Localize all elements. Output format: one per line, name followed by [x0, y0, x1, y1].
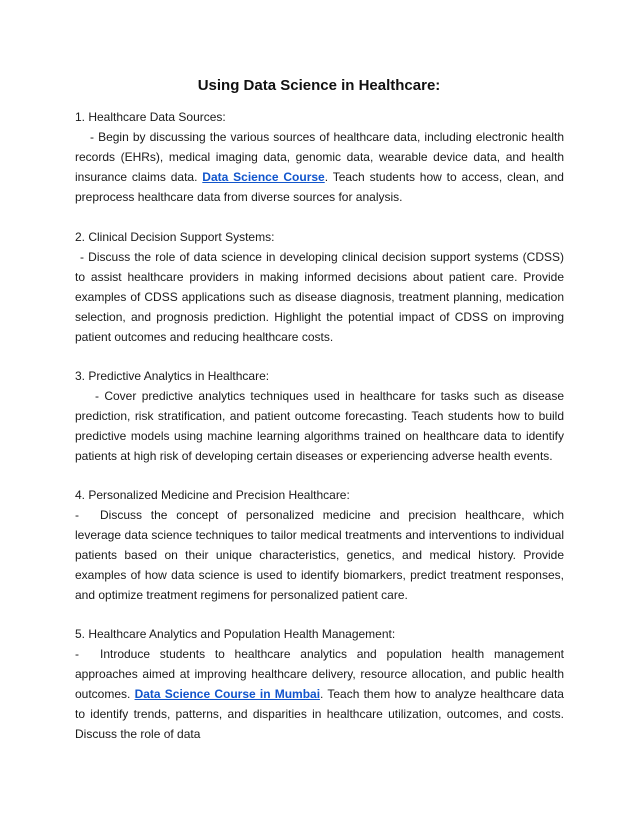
data-science-course-mumbai-link[interactable]: Data Science Course in Mumbai	[134, 687, 321, 701]
data-science-course-link[interactable]: Data Science Course	[202, 170, 325, 184]
section-heading: 1. Healthcare Data Sources:	[75, 110, 226, 124]
section-clinical-decision-support	[75, 228, 564, 347]
section-healthcare-data-sources	[75, 108, 564, 207]
section-healthcare-analytics	[75, 625, 564, 744]
section-heading: 5. Healthcare Analytics and Population Health Management:	[75, 627, 396, 641]
section-paragraph	[75, 644, 564, 744]
paragraph-text: Introduce students to healthcare analytics and population health management approaches aimed at improving healthcare delivery, resource allocation, and public health outcomes.	[75, 647, 564, 701]
section-predictive-analytics	[75, 367, 564, 466]
paragraph-text: Discuss the concept of personalized medicine and precision healthcare, which leverage data science techniques to tailor medical treatments and interventions to individual patients based on their unique characteristics, genetics, and medical history. Provide examples of how data science is used to identify biomarkers, predict treatment responses, and optimize treatment regimens for personalized patient care.	[75, 508, 564, 602]
paragraph-text: . Teach them how to analyze healthcare data to identify trends, patterns, and disparities in healthcare utilization, outcomes, and costs. Discuss the role of data	[75, 687, 564, 741]
section-paragraph	[75, 127, 564, 207]
section-heading: 4. Personalized Medicine and Precision Healthcare:	[75, 488, 350, 502]
section-personalized-medicine	[75, 486, 564, 605]
section-paragraph: - Cover predictive analytics techniques used in healthcare for tasks such as disease prediction, risk stratification, and patient outcome forecasting. Teach students how to build predictive models using machine learning algorithms trained on healthcare data to identify patients at high risk of developing certain diseases or experiencing adverse health events.	[75, 389, 564, 463]
section-paragraph	[75, 505, 564, 605]
section-heading: 2. Clinical Decision Support Systems:	[75, 230, 275, 244]
page-title: Using Data Science in Healthcare:	[197, 77, 441, 94]
paragraph-text: . Teach students how to access, clean, and preprocess healthcare data from diverse sources for analysis.	[75, 170, 564, 204]
bullet-dash: -	[75, 508, 79, 522]
paragraph-text: - Begin by discussing the various sources of healthcare data, including electronic health records (EHRs), medical imaging data, genomic data, wearable device data, and health insurance claims data.	[75, 130, 564, 184]
section-paragraph: - Discuss the role of data science in developing clinical decision support systems (CDSS) to assist healthcare providers in making informed decisions about patient care. Provide examples of CDSS applications such as disease diagnosis, treatment planning, medication selection, and prognosis prediction. Highlight the potential impact of CDSS on improving patient outcomes and reducing healthcare costs.	[75, 250, 564, 344]
bullet-dash: -	[75, 647, 79, 661]
section-heading: 3. Predictive Analytics in Healthcare:	[75, 369, 270, 383]
